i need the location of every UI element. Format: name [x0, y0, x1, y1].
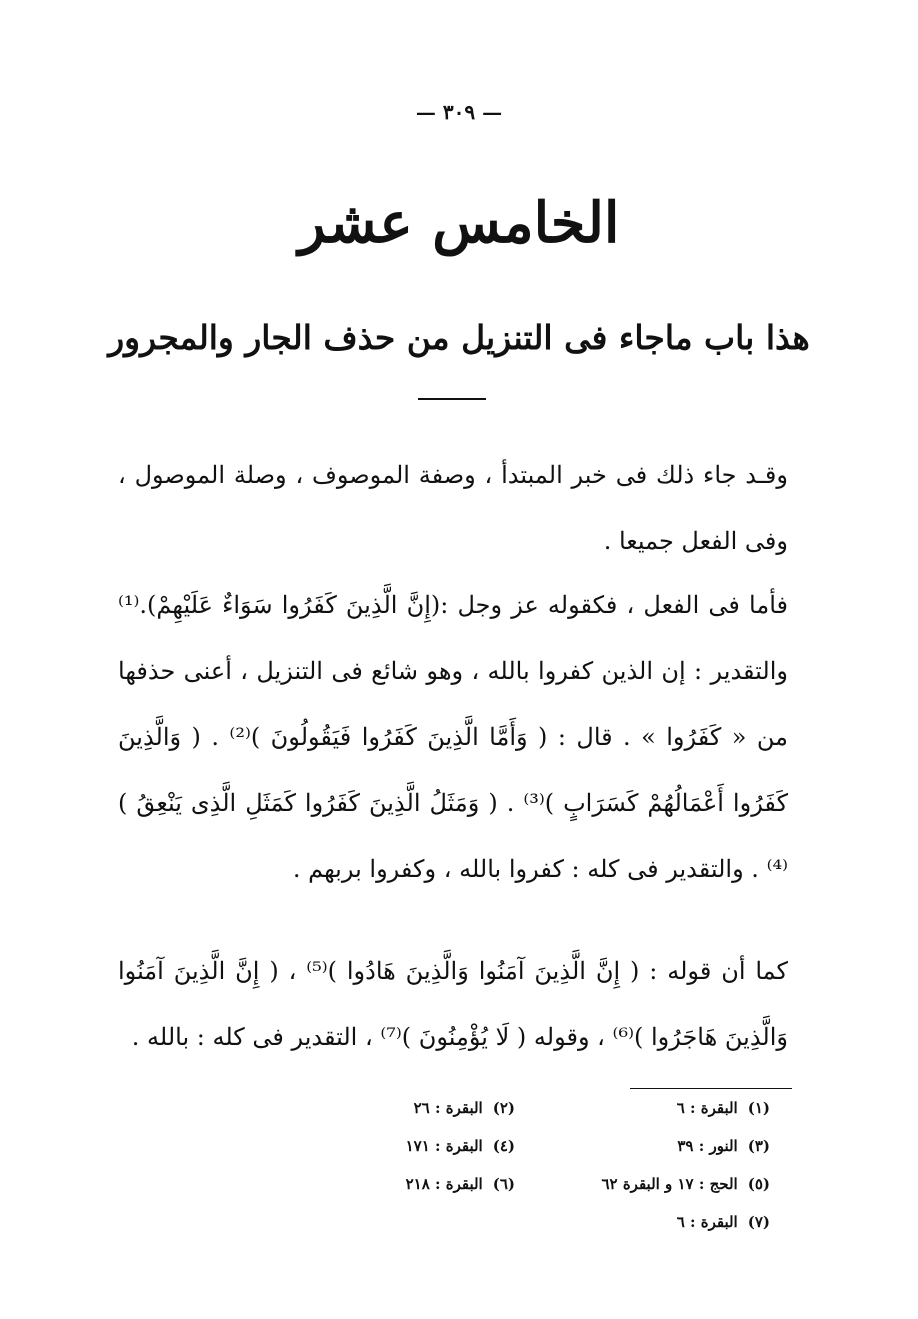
footnote-number: (٤) [492, 1137, 515, 1155]
footnote-text: النور : ٣٩ [677, 1137, 738, 1155]
footnote-text: الحج : ١٧ و البقرة ٦٢ [601, 1175, 738, 1193]
footnote-number: (٧) [747, 1213, 770, 1231]
footnote-number: (٣) [747, 1137, 770, 1155]
footnote-text: البقرة : ٢٦ [413, 1099, 483, 1117]
footnote-number: (٦) [492, 1175, 515, 1193]
footnote-divider [630, 1088, 792, 1089]
footnote-3 [555, 1136, 770, 1156]
footnote-text: البقرة : ٦ [676, 1099, 738, 1117]
chapter-title: الخامس عشر [298, 190, 620, 256]
paragraph-intro: وقـد جاء ذلك فى خبر المبتدأ ، وصفة الموصوف ، وصلة الموصول ، وفى الفعل جميعا . [118, 461, 788, 555]
footnote-6 [300, 1174, 515, 1194]
footnote-1 [555, 1098, 770, 1118]
footnote-number: (٢) [492, 1099, 515, 1117]
footnote-4 [300, 1136, 515, 1156]
footnote-text: البقرة : ٢١٨ [405, 1175, 483, 1193]
footnote-text: البقرة : ١٧١ [405, 1137, 483, 1155]
footnote-5 [555, 1174, 770, 1194]
footnote-text: البقرة : ٦ [676, 1213, 738, 1231]
section-title: هذا باب ماجاء فى التنزيل من حذف الجار والمجرور [108, 318, 810, 357]
page-number: — ٣٠٩ — [415, 100, 503, 124]
paragraph-further-examples: كما أن قوله : ( إِنَّ الَّذِينَ آمَنُوا وَالَّذِينَ هَادُوا )⁽⁵⁾ ، ( إِنَّ الَّذِينَ آمَنُوا وَالَّذِينَ هَاجَرُوا )⁽⁶⁾ ، وقوله ( لَا يُؤْمِنُونَ )⁽⁷⁾ ، التقدير فى كله : بالله . [118, 957, 788, 1051]
footnote-7 [555, 1212, 770, 1232]
title-divider [418, 398, 486, 400]
footnotes [300, 1098, 770, 1232]
footnote-number: (١) [747, 1099, 770, 1117]
footnote-2 [300, 1098, 515, 1118]
footnote-number: (٥) [747, 1175, 770, 1193]
paragraph-verb-examples: فأما فى الفعل ، فكقوله عز وجل :(إِنَّ الَّذِينَ كَفَرُوا سَوَاءٌ عَلَيْهِمْ).⁽¹⁾ والتقدير : إن الذين كفروا بالله ، وهو شائع فى التنزيل ، أعنى حذفها من « كَفَرُوا » . قال : ( وَأَمَّا الَّذِينَ كَفَرُوا فَيَقُولُونَ )⁽²⁾ . ( وَالَّذِينَ كَفَرُوا أَعْمَالُهُمْ كَسَرَابٍ )⁽³⁾ . ( وَمَثَلُ الَّذِينَ كَفَرُوا كَمَثَلِ الَّذِى يَنْعِقُ )⁽⁴⁾ . والتقدير فى كله : كفروا بالله ، وكفروا بربهم . [118, 591, 789, 883]
